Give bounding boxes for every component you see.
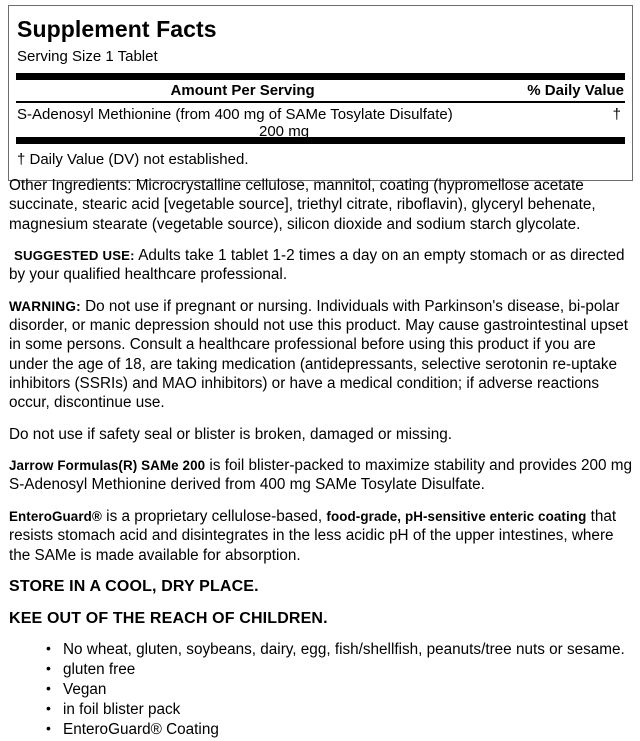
product-statement-paragraph bbox=[9, 456, 633, 495]
other-ingredients-paragraph: Other Ingredients: Microcrystalline cellulose, mannitol, coating (hypromellose acetate succinate, stearic acid [vegetable source], triethyl citrate, riboflavin), glyceryl behenate, magnesium stearate (vegetable source), silicon dioxide and sodium starch glycolate. bbox=[9, 177, 596, 233]
keep-out-of-reach-heading: KEE OUT OF THE REACH OF CHILDREN. bbox=[9, 610, 328, 628]
enteroguard-bold-phrase: food-grade, pH-sensitive enteric coating bbox=[326, 508, 587, 524]
storage-heading: STORE IN A COOL, DRY PLACE. bbox=[9, 577, 259, 595]
enteroguard-text-before: is a proprietary cellulose-based, bbox=[101, 507, 327, 525]
nutrient-amount: 200 mg bbox=[259, 122, 310, 140]
list-item: • Vegan bbox=[46, 681, 633, 700]
nutrient-name: S-Adenosyl Methionine (from 400 mg of SAMe Tosylate Disulfate) bbox=[17, 105, 453, 123]
warning-paragraph bbox=[9, 297, 633, 413]
features-list bbox=[9, 641, 633, 739]
column-header-amount-per-serving: Amount Per Serving bbox=[170, 81, 315, 99]
suggested-use-body: Adults take 1 tablet 1-2 times a day on an empty stomach or as directed by your qualified healthcare professional. bbox=[9, 247, 625, 284]
supplement-facts-title: Supplement Facts bbox=[17, 16, 217, 42]
product-statement-text: is foil blister-packed to maximize stability and provides 200 mg S-Adenosyl Methionine derived from 400 mg SAMe Tosylate Disulfate. bbox=[9, 457, 632, 494]
nutrient-daily-value: † bbox=[612, 105, 621, 123]
table-top-rule bbox=[16, 73, 625, 80]
suggested-use-paragraph bbox=[9, 246, 633, 285]
enteroguard-text-after: that resists stomach acid and disintegrates in the less acidic pH of the upper intestines, where the SAMe is made available for absorption. bbox=[9, 507, 617, 564]
list-item: • EnteroGuard® Coating bbox=[46, 721, 633, 740]
suggested-use-label: SUGGESTED USE: bbox=[14, 248, 135, 264]
list-item: • gluten free bbox=[46, 661, 633, 680]
enteroguard-paragraph bbox=[9, 507, 633, 565]
serving-size-text: Serving Size 1 Tablet bbox=[17, 48, 158, 66]
supplement-facts-panel bbox=[8, 5, 633, 181]
warning-body: Do not use if pregnant or nursing. Individuals with Parkinson's disease, bi-polar disorder, or manic depression should not use this product. May cause gastrointestinal upset in some persons. Consult a healthcare professional before using this product if you are under the age of 18, are taking medication (antidepressants, selective serotonin re-uptake inhibitors (SSRIs) and MAO inhibitors) or have a medical condition; if adverse reactions occur, discontinue use. bbox=[9, 297, 629, 412]
warning-label: WARNING: bbox=[9, 298, 81, 314]
list-item: • No wheat, gluten, soybeans, dairy, egg, fish/shellfish, peanuts/tree nuts or sesame. bbox=[46, 641, 633, 660]
table-bottom-rule bbox=[16, 137, 625, 144]
enteroguard-brand-name: EnteroGuard® bbox=[9, 508, 102, 524]
table-header-row bbox=[16, 80, 625, 101]
list-item: • in foil blister pack bbox=[46, 701, 633, 720]
safety-seal-paragraph: Do not use if safety seal or blister is broken, damaged or missing. bbox=[9, 425, 452, 443]
table-row bbox=[16, 103, 625, 140]
daily-value-footnote: † Daily Value (DV) not established. bbox=[17, 150, 249, 168]
column-header-percent-daily-value: % Daily Value bbox=[527, 81, 624, 99]
product-brand-name: Jarrow Formulas(R) SAMe 200 bbox=[9, 458, 206, 474]
label-body-copy bbox=[9, 176, 633, 741]
